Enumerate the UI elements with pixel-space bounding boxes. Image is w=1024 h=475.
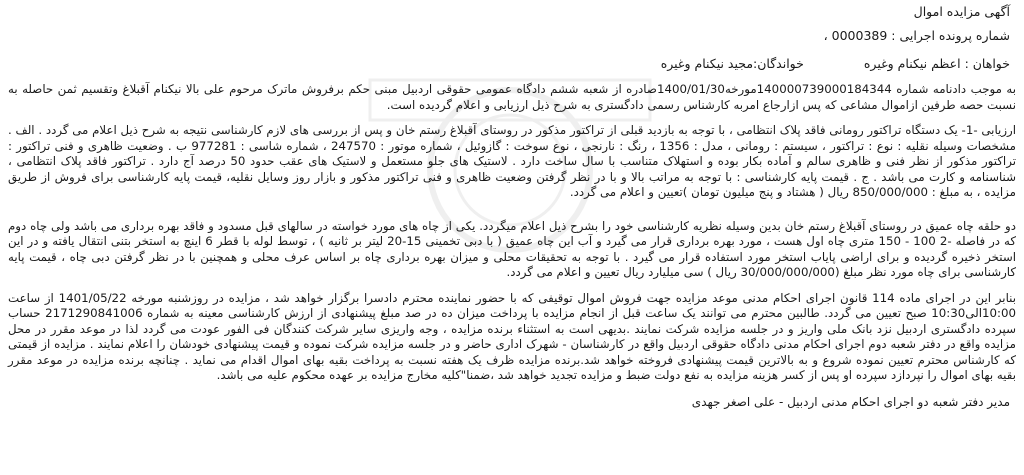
signer: مدیر دفتر شعبه دو اجرای احکام مدنی اردبیل - علی اصغر جهدی — [691, 394, 1010, 409]
notice-title: آگهی مزایده اموال — [913, 4, 1010, 19]
plaintiff: خواهان : اعظم نیکنام وغیره — [863, 56, 1010, 71]
case-number: شماره پرونده اجرایی : 0000389 ، — [823, 28, 1010, 43]
paragraph-item-2: دو حلقه چاه عمیق در روستای آقبلاغ رستم خان بدین وسیله نظریه کارشناسی خود را بشرح ذیل اعلام میگردد. یکی از چاه های مورد خواسته در سالهای قبل مسدود و فاقد بهره برداری می باشد ولی چاه دوم که در فاصله -2 100 - 150 متری چاه اول هست ، مورد بهره برداری قرار می گیرد و آب این چاه عمیق ( با دبی تخمینی 15-20 لیتر بر ثانیه ) ، توسط لوله با قطر 6 اینچ به استخر بتنی انتقال یافته و در این استخر ذخیره گردیده و برای اراضی پایاب استخر مورد استفاده قرار می گیرد . با توجه به تحقیقات محلی و میزان بهره برداری چاه بر اساس عرف محلی و همچنین با در نظر گرفتن دبی چاه ، قیمت پایه کارشناسی برای چاه مورد نظر مبلغ (30/000/000/000 ریال ) سی میلیارد ریال تعیین و اعلام می گردد. — [8, 218, 1016, 279]
parties-row — [8, 56, 1010, 72]
paragraph-auction: بنابر این در اجرای ماده 114 قانون اجرای احکام مدنی موعد مزایده جهت فروش اموال توقیفی که با حضور نماینده محترم دادسرا برگزار خواهد شد ، مزایده در روزشنبه مورخه 1401/05/22 از ساعت 10:00الی10:30 صبح تعیین می گردد. طالبین محترم می توانند یک ساعت قبل از انجام مزایده با پرداخت میزان ده در صد مبلغ پیشنهادی از ارزش کارشناسی معینه به شماره 2171290841006 حساب سپرده دادگستری اردبیل نزد بانک ملی واریز و در جلسه مزایده شرکت نمایند .بدیهی است به استثناء برنده مزایده ، وجه واریزی سایر شرکت کنندگان فی الفور عودت می گردد لذا در موعد مقرر در محل مزایده واقع در دفتر شعبه دوم اجرای احکام مدنی دادگاه حقوقی اردبیل واقع در کارشناسان - شهرک اداری حاضر و در جلسه مزایده شرکت نموده و قیمت پیشنهادی خودشان را اعلام نمایند . مزایده از قیمتی که کارشناس محترم تعیین نموده شروع و به بالاترین قیمت پیشنهادی فروخته خواهد شد.برنده مزایده ظرف یک هفته نسبت به پرداخت بقیه بهای اموال اقدام می نماید . چنانچه برنده مزایده در موعد مقرر بقیه بهای اموال را نپردازد سپرده او پس از کسر هزینه مزایده به نفع دولت ضبط و مزایده تجدید خواهد شد ،ضمنا"کلیه مخارج مزایده بر عهده محکوم علیه می باشد. — [8, 290, 1017, 382]
paragraph-intro: به موجب دادنامه شماره 140000739000184344مورخه1400/01/30صادره از شعبه ششم دادگاه عمومی حقوقی اردبیل مبنی حکم برفروش ماترک مرحوم علی بالا نیکنام آقبلاغ وتقسیم ثمن حاصله به نسبت حصه طرفین ازاموال مشاعی که پس ازارجاع امربه کارشناس رسمی دادگستری به شرح ذیل ارزیابی و اعلام گردیده است. — [8, 82, 1016, 112]
defendant: خواندگان:مجید نیکنام وغیره — [660, 56, 804, 71]
paragraph-item-1: ارزیابی -1- یک دستگاه تراکتور رومانی فاقد پلاک انتظامی ، با توجه به بازدید قبلی از تراکتور مذکور در روستای آقبلاغ رستم خان و پس از بررسی های لازم کارشناسی نتیجه به شرح ذیل اعلام می گردد . الف . مشخصات وسیله نقلیه : نوع : تراکتور ، سیستم : رومانی ، مدل : 1356 ، رنگ : نارنجی ، نوع سوخت : گازوئیل ، شماره موتور : 247570 ، شماره شاسی : 977281 ب . وضعیت ظاهری و فنی تراکتور : تراکتور مذکور از نظر فنی و ظاهری سالم و آماده بکار بوده و استهلاک متناسب با سال ساخت دارد . لاستیک های جلو مستعمل و لاستیک های عقب حدود 50 درصد آج دارد . تراکتور فاقد پلاک انتظامی ، شناسنامه و کارت می باشد . ج . قیمت پایه کارشناسی : با توجه به مراتب بالا و با در نظر گرفتن وضعیت ظاهری و فنی تراکتور مذکور و بازار روز وسایل نقلیه، قیمت پایه کارشناسی برای فروش از طریق مزایده ، به مبلغ : 850/000/000 ریال ( هشتاد و پنج میلیون تومان )تعیین و اعلام می گردد. — [8, 123, 1016, 199]
